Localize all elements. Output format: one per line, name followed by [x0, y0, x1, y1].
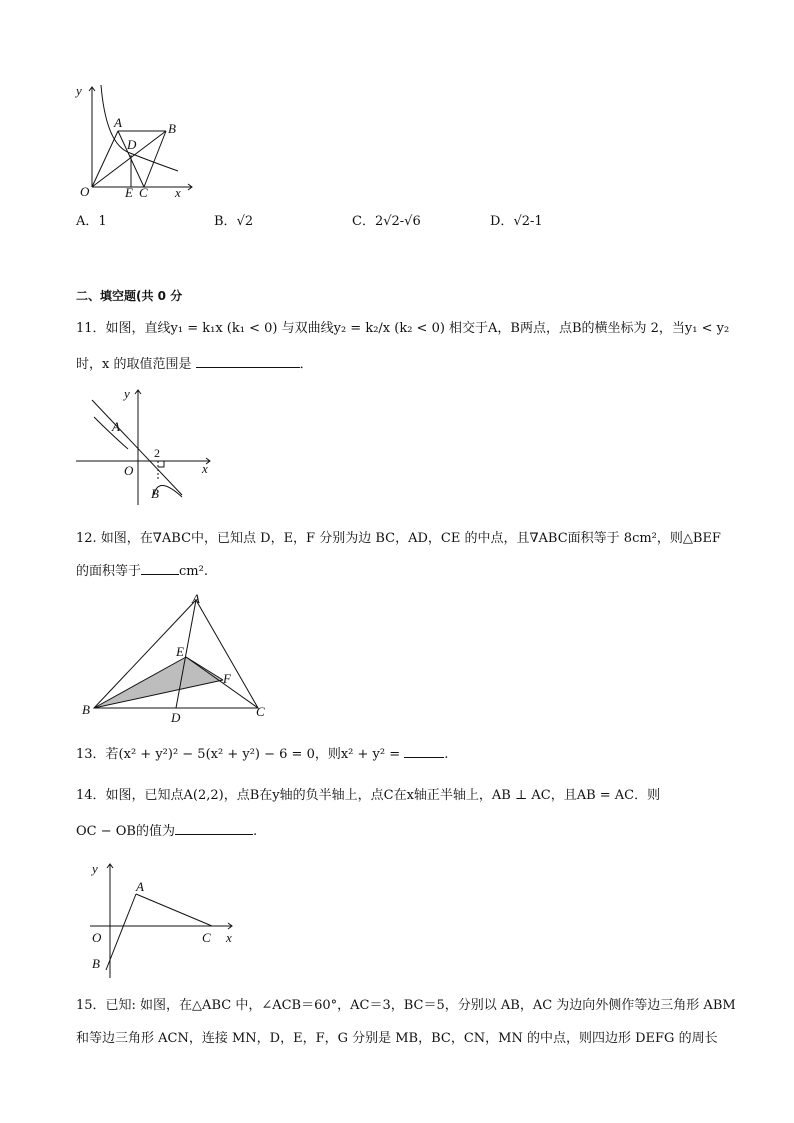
- segment-AC: [136, 894, 212, 926]
- q13-end: .: [444, 747, 449, 762]
- q11-answer-blank[interactable]: [196, 355, 300, 368]
- q15-text-line2: 和等边三角形 ACN，连接 MN，D，E，F，G 分别是 MB，BC，CN，MN 的中点，则四边形 DEFG 的周长: [76, 1031, 718, 1046]
- option-value: √2-1: [513, 214, 543, 229]
- q14-figure: [86, 858, 246, 983]
- label-B: B: [151, 486, 159, 501]
- q10-option-b: [214, 213, 253, 231]
- segment-OA: [92, 131, 118, 187]
- label-A: A: [114, 115, 122, 130]
- label-x: x: [226, 930, 232, 945]
- q12-unit: cm².: [179, 564, 208, 579]
- label-D: D: [171, 710, 181, 725]
- right-angle-mark: [158, 461, 164, 467]
- label-C: C: [139, 185, 148, 200]
- label-A: A: [136, 879, 144, 894]
- label-C: C: [202, 930, 211, 945]
- option-letter: D．: [490, 214, 514, 229]
- q11-end: ．: [299, 357, 313, 372]
- option-value: √2: [236, 214, 254, 229]
- label-D: D: [127, 137, 137, 152]
- q14-text-line1: 14．如图，已知点A(2,2)，点B在y轴的负半轴上，点C在x轴正半轴上，AB ⊥ AC，且AB = AC．则: [76, 788, 661, 803]
- option-letter: B．: [214, 214, 237, 229]
- q14-end: .: [252, 824, 258, 839]
- q12-prompt: 的面积等于: [76, 564, 142, 579]
- q10-option-c: [352, 213, 421, 231]
- label-B: B: [92, 956, 100, 971]
- label-B: B: [82, 702, 90, 717]
- label-O: O: [124, 463, 134, 478]
- option-value: 1: [98, 214, 107, 229]
- q14-prompt: OC − OB的值为: [76, 824, 175, 839]
- q11-prompt: 时，x 的取值范围是: [76, 357, 192, 372]
- label-B: B: [168, 121, 176, 136]
- q14-text-line2: [76, 822, 257, 841]
- q12-figure: [78, 590, 278, 725]
- label-A: A: [112, 419, 120, 434]
- label-y: y: [76, 83, 82, 98]
- label-C: C: [256, 704, 265, 719]
- q15-text-line1: 15．已知: 如图，在△ABC 中，∠ACB＝60°，AC＝3，BC＝5，分别以 AB，AC 为边向外侧作等边三角形 ABM: [76, 998, 736, 1013]
- q11-text-line1: 11．如图，直线y₁ = k₁x (k₁ < 0) 与双曲线y₂ = k₂/x (k₂ < 0) 相交于A，B两点，点B的横坐标为 2，当y₁ < y₂: [76, 321, 730, 336]
- q11-text-line2: [76, 355, 313, 374]
- option-letter: A．: [76, 214, 99, 229]
- section-title: 二、填空题(共 0 分: [76, 289, 183, 303]
- hyperbola-curve: [101, 85, 178, 171]
- label-E: E: [125, 185, 133, 200]
- label-x: x: [175, 185, 181, 200]
- q12-answer-blank[interactable]: [141, 562, 179, 575]
- line-y1: [92, 400, 182, 495]
- q13-equation: 13．若(x² + y²)² − 5(x² + y²) − 6 = 0，则x² + y² =: [76, 747, 401, 762]
- q12-text-line1: 12. 如图，在∇ABC中，已知点 D，E，F 分别为边 BC，AD，CE 的中点，且∇ABC面积等于 8cm²，则△BEF: [76, 531, 721, 546]
- q11-figure: [72, 385, 222, 510]
- q13-text: [76, 745, 448, 764]
- shaded-triangle-BEF: [94, 657, 223, 708]
- option-letter: C．: [352, 214, 375, 229]
- label-O: O: [92, 930, 102, 945]
- q10-option-d: [490, 213, 543, 231]
- q13-answer-blank[interactable]: [404, 745, 444, 758]
- q10-figure: [70, 75, 200, 200]
- label-2: 2: [154, 446, 160, 460]
- label-y: y: [92, 861, 98, 876]
- q10-option-a: [76, 213, 107, 231]
- option-value: 2√2-√6: [374, 214, 421, 229]
- q12-text-line2: [76, 562, 208, 581]
- label-O: O: [80, 184, 90, 199]
- label-x: x: [202, 461, 208, 476]
- label-F: F: [223, 671, 231, 686]
- label-y: y: [124, 386, 130, 401]
- label-E: E: [176, 644, 184, 659]
- q14-answer-blank[interactable]: [175, 822, 253, 835]
- label-A: A: [192, 591, 200, 606]
